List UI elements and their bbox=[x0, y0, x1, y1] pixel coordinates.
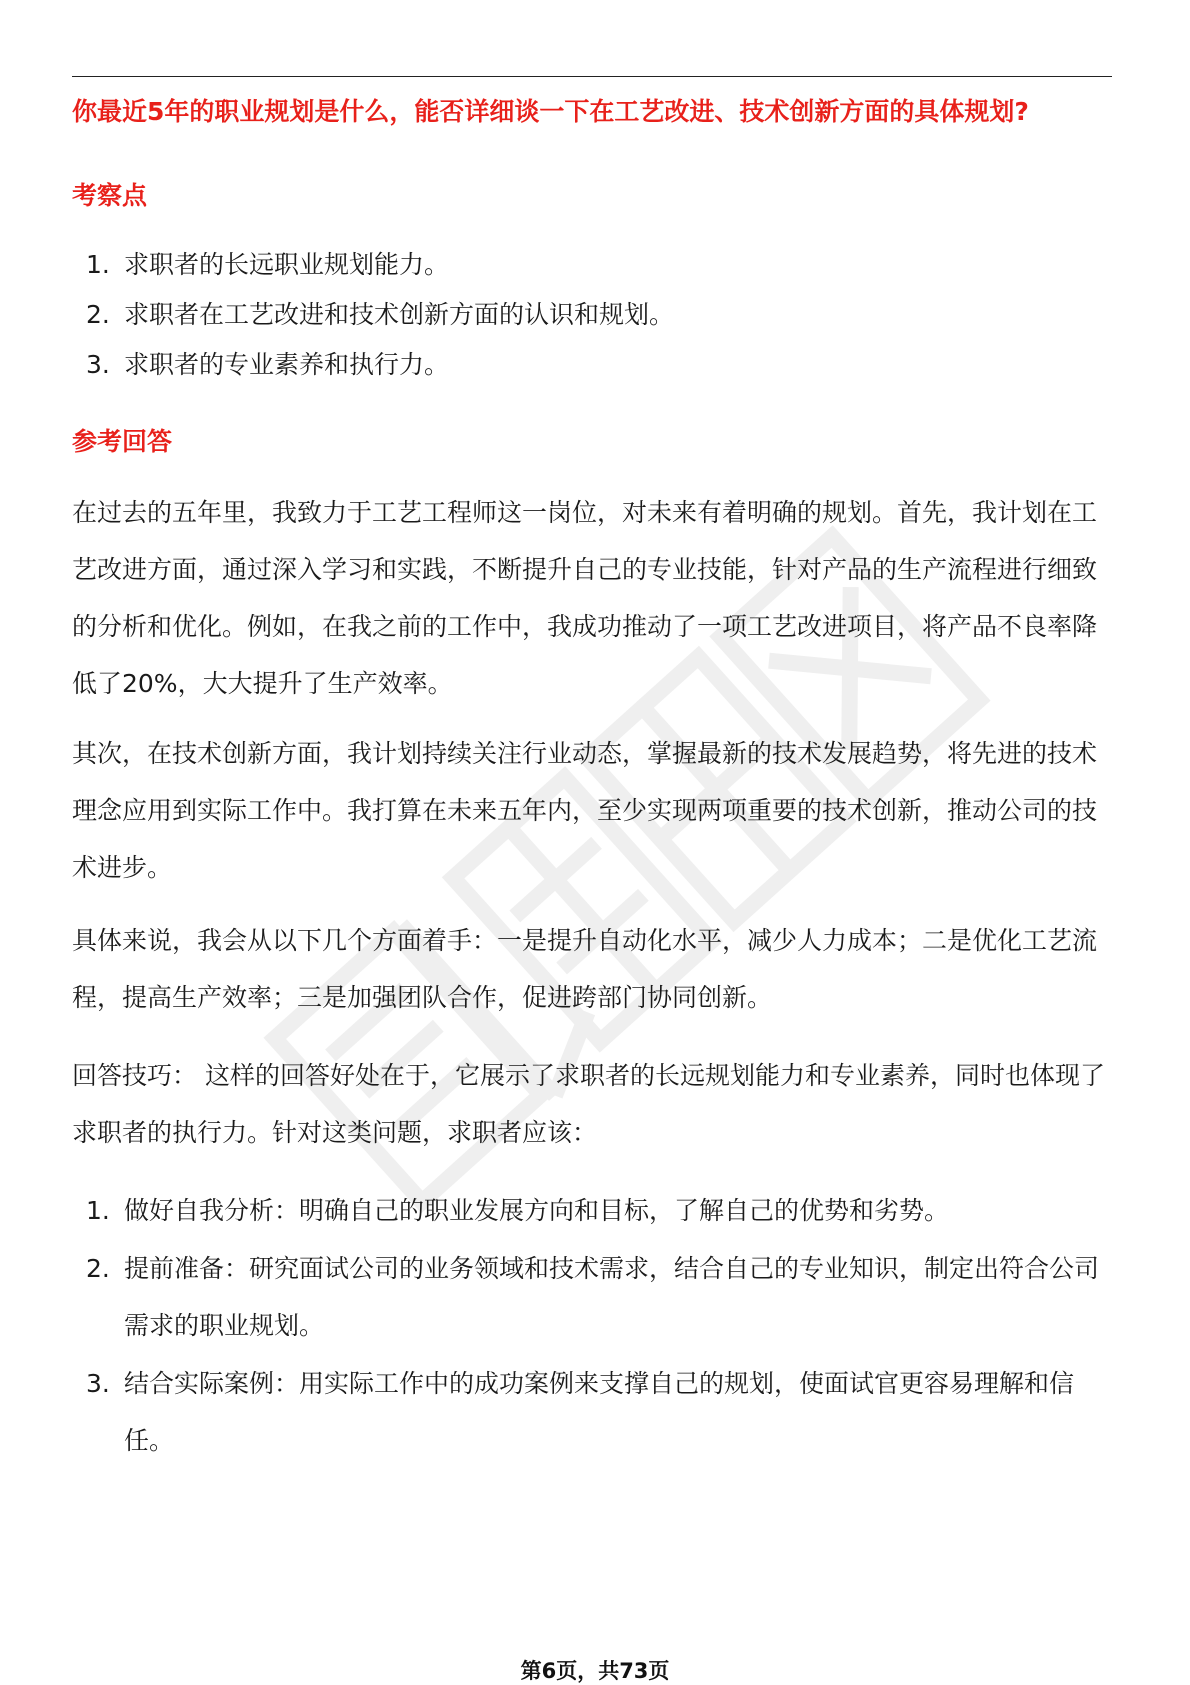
list-item bbox=[72, 240, 1112, 290]
answer-heading: 参考回答 bbox=[72, 427, 173, 456]
list-number: 3. bbox=[86, 1369, 110, 1398]
answer-paragraph-3: 具体来说，我会从以下几个方面着手：一是提升自动化水平，减少人力成本；二是优化工艺流程，提高生产效率；三是加强团队合作，促进跨部门协同创新。 bbox=[72, 926, 1098, 1012]
list-number: 2. bbox=[86, 1254, 110, 1283]
page-footer: 第6页，共73页 bbox=[520, 1659, 670, 1683]
list-number: 2. bbox=[86, 300, 110, 329]
list-text: 求职者的专业素养和执行力。 bbox=[124, 350, 450, 379]
list-number: 3. bbox=[86, 350, 110, 379]
top-divider bbox=[72, 76, 1112, 77]
list-text: 求职者的长远职业规划能力。 bbox=[124, 250, 450, 279]
points-heading: 考察点 bbox=[72, 181, 148, 210]
list-number: 1. bbox=[86, 250, 110, 279]
list-item bbox=[72, 1240, 1112, 1354]
list-text: 结合实际案例：用实际工作中的成功案例来支撑自己的规划，使面试官更容易理解和信任。 bbox=[124, 1369, 1075, 1455]
list-item bbox=[72, 340, 1112, 390]
list-item bbox=[72, 290, 1112, 340]
points-list bbox=[72, 240, 1112, 390]
tips-list bbox=[72, 1182, 1112, 1470]
question-title: 你最近5年的职业规划是什么，能否详细谈一下在工艺改进、技术创新方面的具体规划? bbox=[72, 97, 1029, 126]
answer-tips-intro: 回答技巧： 这样的回答好处在于，它展示了求职者的长远规划能力和专业素养，同时也体现了求职者的执行力。针对这类问题，求职者应该： bbox=[72, 1061, 1105, 1147]
list-text: 求职者在工艺改进和技术创新方面的认识和规划。 bbox=[124, 300, 675, 329]
list-number: 1. bbox=[86, 1196, 110, 1225]
list-text: 提前准备：研究面试公司的业务领域和技术需求，结合自己的专业知识，制定出符合公司需求的职业规划。 bbox=[124, 1254, 1100, 1340]
document-page bbox=[72, 0, 1112, 1684]
answer-paragraph-1: 在过去的五年里，我致力于工艺工程师这一岗位，对未来有着明确的规划。首先，我计划在工艺改进方面，通过深入学习和实践，不断提升自己的专业技能，针对产品的生产流程进行细致的分析和优化。例如，在我之前的工作中，我成功推动了一项工艺改进项目，将产品不良率降低了20%，大大提升了生产效率。 bbox=[72, 498, 1098, 698]
list-item bbox=[72, 1182, 1112, 1239]
answer-paragraph-2: 其次，在技术创新方面，我计划持续关注行业动态，掌握最新的技术发展趋势，将先进的技术理念应用到实际工作中。我打算在未来五年内，至少实现两项重要的技术创新，推动公司的技术进步。 bbox=[72, 739, 1098, 882]
list-text: 做好自我分析：明确自己的职业发展方向和目标，了解自己的优势和劣势。 bbox=[124, 1196, 950, 1225]
list-item bbox=[72, 1355, 1112, 1469]
